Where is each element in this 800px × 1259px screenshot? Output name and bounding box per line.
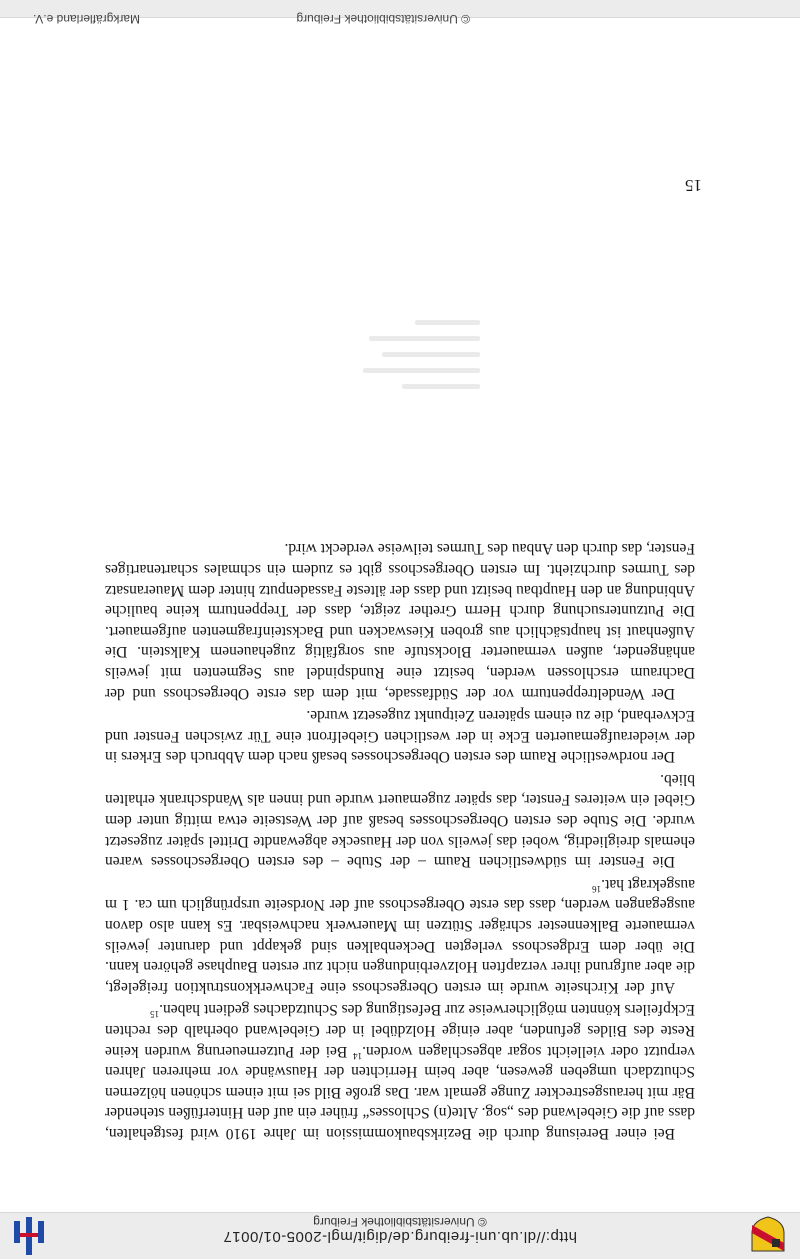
article-text [105, 538, 695, 1143]
paragraph: Auf der Kirchseite wurde im ersten Obergeschoss eine Fachwerkkonstruktion freigelegt, die aber aufgrund ihrer verzapften Holzverbindungen nicht zur ersten Bauphase gehören kann. Die über dem Erdgeschoss verlegten Deckenbalken sind gekappt und darunter jeweils vermauerte Balkennester schräger Stützen im Mauerwerk nachweisbar. Es kann also davon ausgegangen werden, dass das erste Obergeschoss auf der Nordseite ursprünglich um ca. 1 m ausgekragt hat.$^{16}$ [105, 875, 695, 996]
footnote-ref: 16 [592, 884, 602, 895]
footer-copyright: © Universitätsbibliothek Freiburg [296, 12, 470, 26]
footnote-ref: 15 [150, 1009, 160, 1020]
viewer-footer [0, 0, 800, 26]
paragraph: Der nordwestliche Raum des ersten Obergeschosses besaß nach dem Abbruch des Erkers in der wiederaufgemauerten Ecke in der westlichen Giebelfront eine Tür zwischen Fenster und Eckverband, die zu einem späteren Zeitpunkt zugesetzt wurde. [105, 707, 695, 766]
paragraph: Bei einer Bereisung durch die Bezirksbaukommission im Jahre 1910 wird festgehalten, dass auf die Giebelwand des „sog. Alte(n) Schlosses“ früher ein auf den Hinterfüßen stehender Bär mit herausgestreckter Zunge gemalt war. Das große Bild sei mit einem schönen hölzernen Schutzdach umgeben gewesen, aber beim Herrichten der Hauswände vor mehreren Jahren verputzt oder vielleicht sogar abgeschlagen worden.$^{14}$ Bei der Putzerneuerung wurden keine Reste des Bildes gefunden, aber einige Holzdübel in der Giebelwand oberhalb des rechten Eckpfeilers könnten möglicherweise zur Befestigung des Schutzdaches gedient haben.$^{15}$ [105, 1001, 695, 1142]
society-crest-icon [748, 1215, 788, 1255]
document-url[interactable]: http://dl.ub.uni-freiburg.de/digit/mgl-2005-01/0017 [222, 1228, 578, 1245]
footnote-ref: 14 [353, 1050, 363, 1061]
viewer-header [0, 1212, 800, 1259]
paragraph: Die Fenster im südwestlichen Raum – der Stube – des ersten Obergeschosses waren ehemals dreigliedrig, wobei das jeweils von der Hausecke abgewandte Drittel später zugesetzt wurde. Die Stube des ersten Obergeschosses besaß auf der Westseite etwa mittig unter dem Giebel ein weiteres Fenster, das später zugemauert wurde und innen als Wandschrank erhalten blieb. [105, 770, 695, 871]
bleed-through-shadow [350, 269, 480, 389]
copyright-line: © Universitätsbibliothek Freiburg [313, 1215, 487, 1229]
paragraph: Der Wendeltreppenturm vor der Südfassade, mit dem das erste Obergeschoss und der Dachraum erschlossen werden, besitzt eine Rundspindel aus Segmenten mit jeweils anhängender, außen vermauerter Blockstufe aus sorgfältig zugehauenem Kalkstein. Die Außenhaut ist hauptsächlich aus groben Kieswacken und Backsteinfragmenten aufgemauert. Die Putzuntersuchung durch Herrn Grether zeigte, dass der Treppenturm keine bauliche Anbindung an den Hauptbau besitzt und dass der älteste Fassadenputz hinter dem Maueransatz des Turmes durchzieht. Im ersten Obergeschoss gibt es zudem ein schmales schartenartiges Fenster, das durch den Anbau des Turmes teilweise verdeckt wird. [105, 540, 695, 702]
page-number: 15 [685, 176, 702, 195]
footer-society: Markgräflerland e.V. [33, 12, 140, 26]
